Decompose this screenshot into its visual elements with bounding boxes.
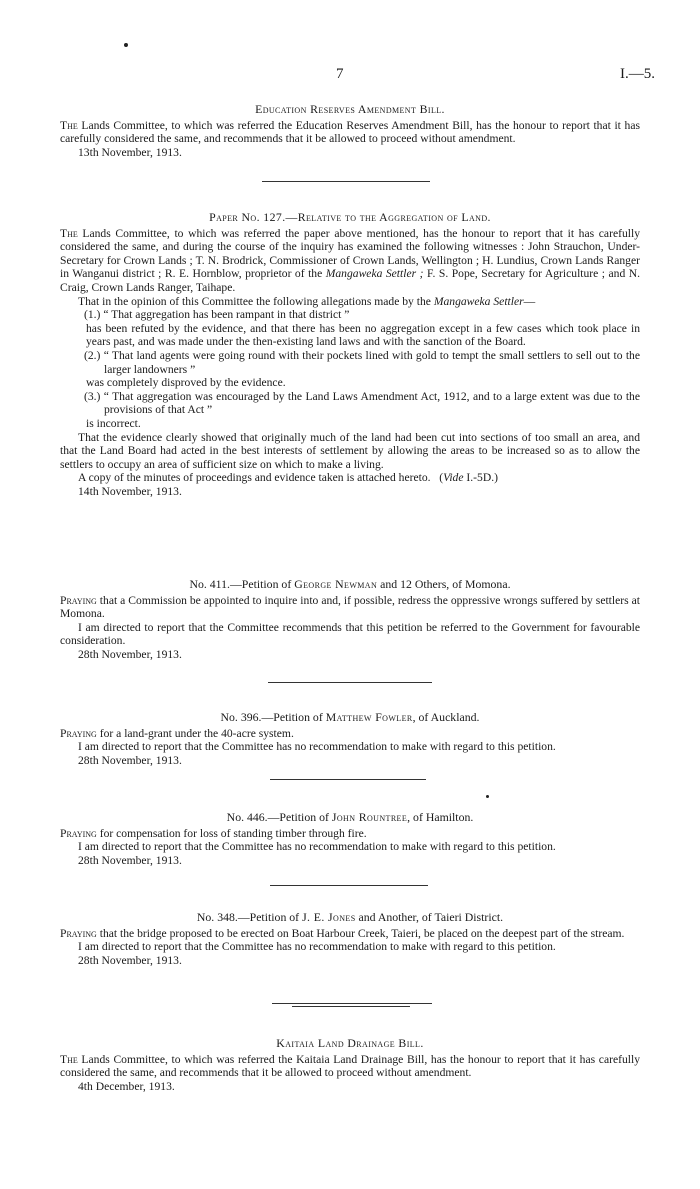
section-heading: No. 446.—Petition of John Rountree, of Hamilton. bbox=[226, 810, 474, 824]
paragraph: The Lands Committee, to which was referred the paper above mentioned, has the honour to report that it has carefully considered the same, and during the course of the inquiry has examined the following witnesses : John Strauchon, Under-Secretary for Crown Lands ; T. N. Brodrick, Commissioner of Crown Lands, Wellington ; H. Lundius, Crown Lands Ranger in Wanganui district ; R. E. Hornblow, proprietor of the Mangaweka Settler ; F. S. Pope, Secretary for Agriculture ; and N. Craig, Crown Lands Ranger, Taihape. bbox=[60, 226, 640, 294]
stray-mark bbox=[124, 43, 128, 47]
paragraph: Praying that a Commission be appointed to inquire into and, if possible, redress the oppressive wrongs suffered by settlers at Momona. bbox=[60, 593, 640, 621]
section-petition-fowler bbox=[60, 711, 640, 767]
section-petition-newman bbox=[60, 578, 640, 662]
paragraph: That in the opinion of this Committee the following allegations made by the Mangaweka Settler— bbox=[78, 294, 536, 308]
paragraph: A copy of the minutes of proceedings and evidence taken is attached hereto. (Vide I.-5D.) bbox=[78, 471, 498, 485]
divider bbox=[292, 1006, 410, 1007]
section-date: 28th November, 1913. bbox=[78, 647, 182, 661]
section-date: 28th November, 1913. bbox=[78, 753, 182, 767]
section-heading: No. 411.—Petition of George Newman and 12 Others, of Momona. bbox=[189, 577, 511, 591]
section-kaitaia-drainage bbox=[60, 1037, 640, 1093]
section-heading: Education Reserves Amendment Bill. bbox=[255, 102, 445, 116]
paragraph: Praying for a land-grant under the 40-acre system. bbox=[60, 726, 294, 740]
section-date: 28th November, 1913. bbox=[78, 953, 182, 967]
section-heading: No. 348.—Petition of J. E. Jones and Another, of Taieri District. bbox=[196, 910, 504, 924]
section-date: 14th November, 1913. bbox=[78, 484, 182, 498]
allegation-quote: (2.) “ That land agents were going round with their pockets lined with gold to tempt the small settlers to sell out to the larger landowners ” bbox=[84, 348, 640, 376]
section-petition-jones bbox=[60, 911, 640, 967]
section-heading: Paper No. 127.—Relative to the Aggregation of Land. bbox=[209, 210, 491, 224]
stray-mark bbox=[486, 795, 489, 798]
allegation-finding: has been refuted by the evidence, and that there has been no aggregation except in a few cases which took place in years past, and was made under the then-existing land laws and with the sanction of the Board. bbox=[86, 321, 640, 349]
divider bbox=[262, 181, 430, 182]
divider bbox=[272, 1003, 432, 1004]
section-aggregation-paper bbox=[60, 211, 640, 498]
paragraph: Praying that the bridge proposed to be erected on Boat Harbour Creek, Taieri, be placed on the deepest part of the stream. bbox=[60, 926, 625, 940]
page-number: 7 bbox=[336, 66, 344, 82]
document-reference: I.—5. bbox=[620, 66, 655, 82]
section-heading: Kaitaia Land Drainage Bill. bbox=[276, 1036, 424, 1050]
allegation-finding: is incorrect. bbox=[86, 416, 141, 430]
divider bbox=[268, 682, 432, 683]
allegation-quote: (3.) “ That aggregation was encouraged by the Land Laws Amendment Act, 1912, and to a large extent was due to the provisions of that Act ” bbox=[84, 389, 640, 417]
paragraph: I am directed to report that the Committee has no recommendation to make with regard to this petition. bbox=[78, 940, 556, 954]
allegation-finding: was completely disproved by the evidence. bbox=[86, 376, 286, 390]
allegation-quote: (1.) “ That aggregation has been rampant in that district ” bbox=[84, 308, 350, 322]
section-petition-rountree bbox=[60, 811, 640, 867]
paragraph: The Lands Committee, to which was referred the Kaitaia Land Drainage Bill, has the honour to report that it has carefully considered the same, and recommends that it be allowed to proceed without amendment. bbox=[60, 1052, 640, 1080]
section-education-reserves bbox=[60, 103, 640, 159]
section-date: 13th November, 1913. bbox=[78, 145, 182, 159]
paragraph: I am directed to report that the Committee has no recommendation to make with regard to this petition. bbox=[78, 840, 556, 854]
divider bbox=[270, 779, 426, 780]
section-body: The Lands Committee, to which was referred the Education Reserves Amendment Bill, has the honour to report that it has carefully considered the same, and recommends that it be allowed to proceed without amendment. bbox=[60, 118, 640, 146]
paragraph: I am directed to report that the Committee recommends that this petition be referred to the Government for favourable consideration. bbox=[60, 620, 640, 648]
section-heading: No. 396.—Petition of Matthew Fowler, of Auckland. bbox=[220, 710, 480, 724]
paragraph: That the evidence clearly showed that originally much of the land had been cut into sections of too small an area, and that the Land Board had acted in the best interests of settlement by allowing the areas to be increased so as to allow the settlers to occupy an area of sufficient size on which to make a living. bbox=[60, 430, 640, 471]
section-date: 28th November, 1913. bbox=[78, 853, 182, 867]
paragraph: Praying for compensation for loss of standing timber through fire. bbox=[60, 826, 367, 840]
section-date: 4th December, 1913. bbox=[78, 1079, 175, 1093]
paragraph: I am directed to report that the Committee has no recommendation to make with regard to this petition. bbox=[78, 740, 556, 754]
divider bbox=[270, 885, 428, 886]
